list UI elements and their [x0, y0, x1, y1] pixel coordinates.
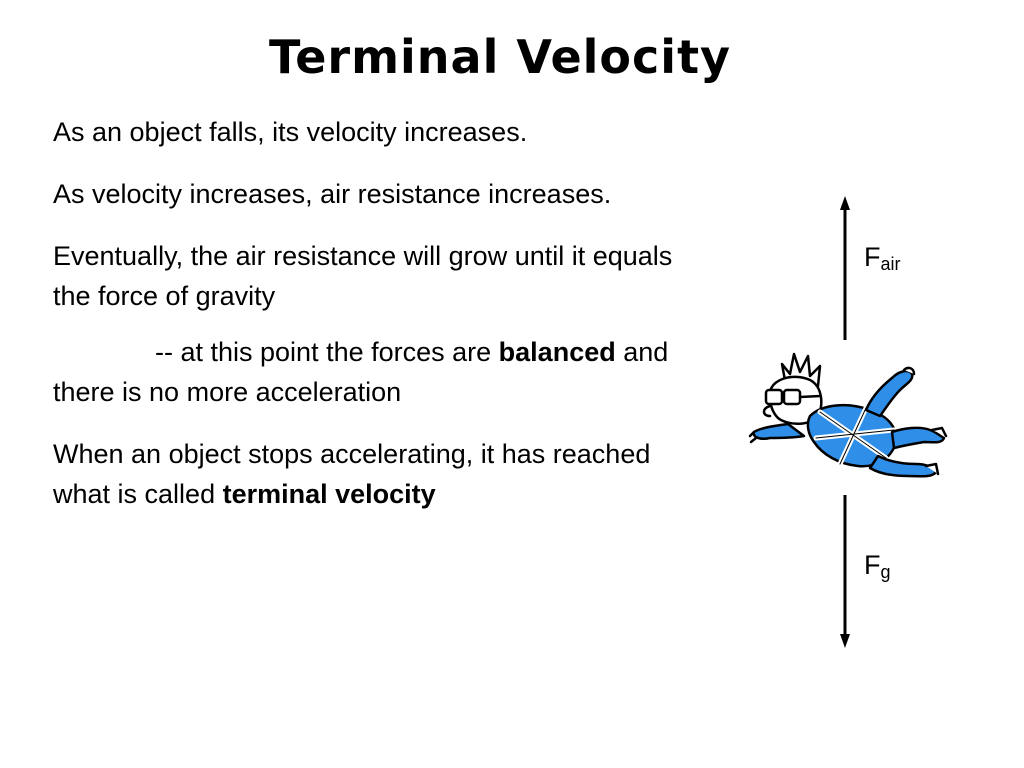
balanced-text-a: -- at this point the forces are	[155, 337, 499, 367]
balanced-bold: balanced	[498, 337, 616, 367]
terminal-text-a: When an object stops accelerating, it has reached what is called	[53, 439, 651, 509]
force-label-air-sub: air	[880, 254, 901, 274]
force-label-gravity: $F_g$	[864, 550, 891, 582]
force-label-air: $F_{air}$	[864, 242, 901, 274]
arrow-down-gravity	[840, 495, 850, 648]
skydiver-icon	[748, 346, 948, 491]
balanced-text-b: and there is no more acceleration	[53, 337, 669, 407]
terminal-bold: terminal velocity	[222, 479, 436, 509]
paragraph-air-resistance: As velocity increases, air resistance increases.	[53, 179, 612, 209]
slide-title: Terminal Velocity	[268, 30, 732, 84]
paragraph-falling: As an object falls, its velocity increases.	[53, 117, 528, 147]
force-label-gravity-sub: g	[880, 562, 891, 582]
paragraph-eventually: Eventually, the air resistance will grow until it equals the force of gravity	[53, 241, 673, 311]
arrow-up-air	[840, 196, 850, 340]
